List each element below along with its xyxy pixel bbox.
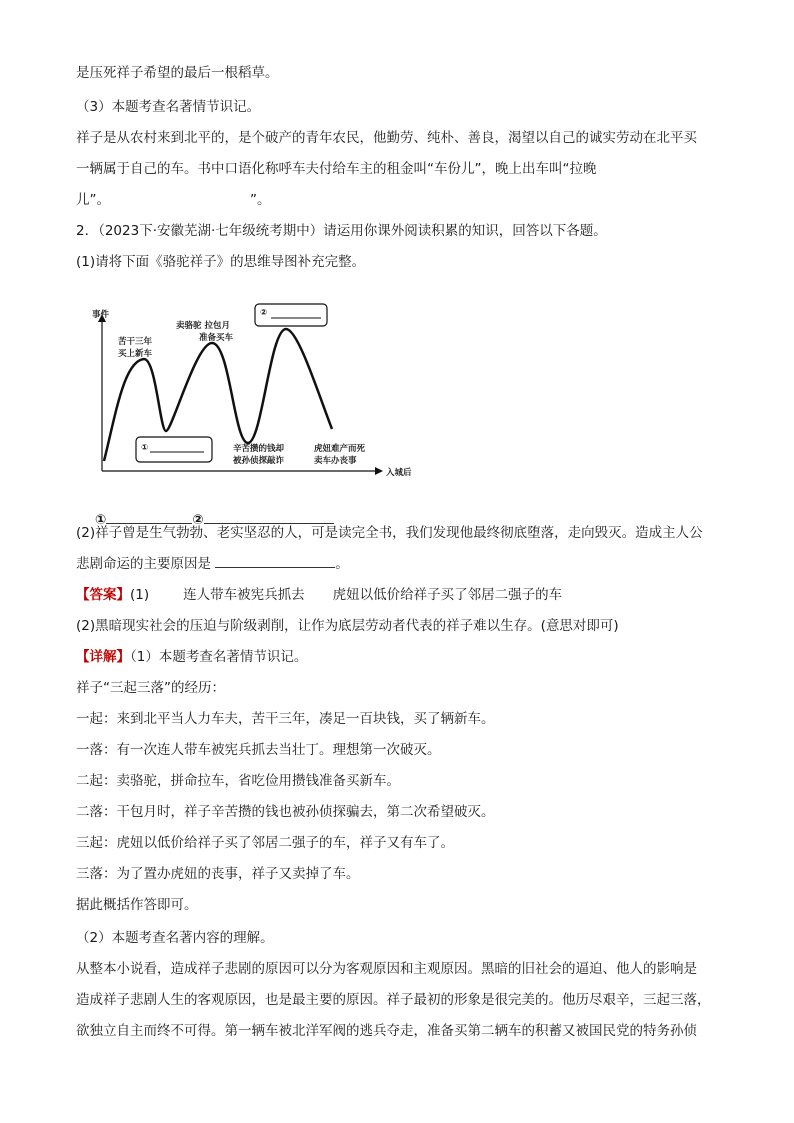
y-axis-label: 事件 <box>92 310 110 320</box>
trough2-label-line1: 辛苦攒的钱却 <box>233 444 285 454</box>
peak2-label-line2: 准备买车 <box>199 333 234 343</box>
text-line: 一辆属于自己的车。书中口语化称呼车夫付给车主的租金叫“车份儿”，晚上出车叫“拉晚 <box>76 161 597 177</box>
detail-line <box>76 648 307 666</box>
answer-line <box>76 586 562 604</box>
text-line: (2)祥子曾是生气勃勃、老实坚忍的人，可是读完全书，我们发现他最终彻底堕落，走向毁灭。造成主人公 <box>76 525 703 541</box>
text-line: 祥子是从农村来到北平的，是个破产的青年农民，他勤劳、纯朴、善良，渴望以自己的诚实劳动在北平买 <box>76 130 697 146</box>
question-title: 2．（2023下·安徽芜湖·七年级统考期中）请运用你课外阅读积累的知识，回答以下各题。 <box>76 223 607 239</box>
text-line: （2）本题考查名著内容的理解。 <box>76 930 274 946</box>
text-line: 是压死祥子希望的最后一根稻草。 <box>76 65 279 81</box>
answer-part-number: (1) <box>130 587 150 603</box>
text-line: 从整本小说看，造成祥子悲剧的原因可以分为客观原因和主观原因。黑暗的旧社会的逼迫、他人的影响是 <box>76 961 697 977</box>
x-axis-label: 入城后 <box>386 468 412 478</box>
text-line: 一落：有一次连人带车被宪兵抓去当壮丁。理想第一次破灭。 <box>76 742 441 758</box>
text-line: 二落：干包月时，祥子辛苦攒的钱也被孙侦探骗去，第二次希望破灭。 <box>76 804 495 820</box>
peak1-label-line2: 买上新车 <box>118 349 153 359</box>
box1-number: ① <box>141 443 149 453</box>
blank-3-line <box>215 567 335 568</box>
text-line: 欲独立自主而终不可得。第一辆车被北洋军阀的逃兵夺走，准备买第二辆车的积蓄又被国民党的特务孙侦 <box>76 1023 697 1039</box>
text-span: 悲剧命运的主要原因是 <box>76 556 211 572</box>
text-line: 一起：来到北平当人力车夫，苦干三年，凑足一百块钱，买了辆新车。 <box>76 711 495 727</box>
text-span: （1）本题考查名著情节识记。 <box>130 649 308 665</box>
answer-blank-1: 连人带车被宪兵抓去 <box>183 587 305 603</box>
trough3-label-line2: 卖车办丧事 <box>314 456 357 466</box>
text-line: 二起：卖骆驼，拼命拉车，省吃俭用攒钱准备买新车。 <box>76 773 400 789</box>
answer-line-2: (2)黑暗现实社会的压迫与阶级剥削，让作为底层劳动者代表的祥子难以生存。(意思对即可) <box>76 618 619 634</box>
peak1-label-line1: 苦干三年 <box>118 337 153 347</box>
mind-map-diagram <box>88 303 428 483</box>
text-line: 造成祥子悲剧人生的客观原因，也是最主要的原因。祥子最初的形象是很完美的。他历尽艰辛，三起三落， <box>76 992 711 1008</box>
text-line: 三落：为了置办虎妞的丧事，祥子又卖掉了车。 <box>76 866 360 882</box>
text-line <box>76 555 349 573</box>
detail-label: 【详解】 <box>76 649 130 665</box>
peak2-label-line1: 卖骆驼 拉包月 <box>176 321 230 331</box>
text-line: 三起：虎妞以低价给祥子买了邻居二强子的车，祥子又有车了。 <box>76 835 454 851</box>
trough3-label-line1: 虎妞难产而死 <box>314 444 366 454</box>
answer-label: 【答案】 <box>76 587 130 603</box>
trough2-label-line2: 被孙侦探敲诈 <box>233 456 285 466</box>
text-line: 祥子“三起三落”的经历： <box>76 680 225 696</box>
text-line: 儿”。 <box>76 192 110 208</box>
answer-blank-2: 虎妞以低价给祥子买了邻居二强子的车 <box>332 587 563 603</box>
text-line: （3）本题考查名著情节识记。 <box>76 99 261 115</box>
text-line: 据此概括作答即可。 <box>76 897 198 913</box>
text-span: 。 <box>335 556 349 572</box>
x-axis-arrow <box>375 467 383 475</box>
text-line: ”。 <box>250 192 271 208</box>
subquestion-1: (1)请将下面《骆驼祥子》的思维导图补充完整。 <box>76 254 366 270</box>
box2-number: ② <box>260 308 268 318</box>
blank-1-number: ① <box>94 512 107 528</box>
blank-2-number: ② <box>192 512 204 528</box>
